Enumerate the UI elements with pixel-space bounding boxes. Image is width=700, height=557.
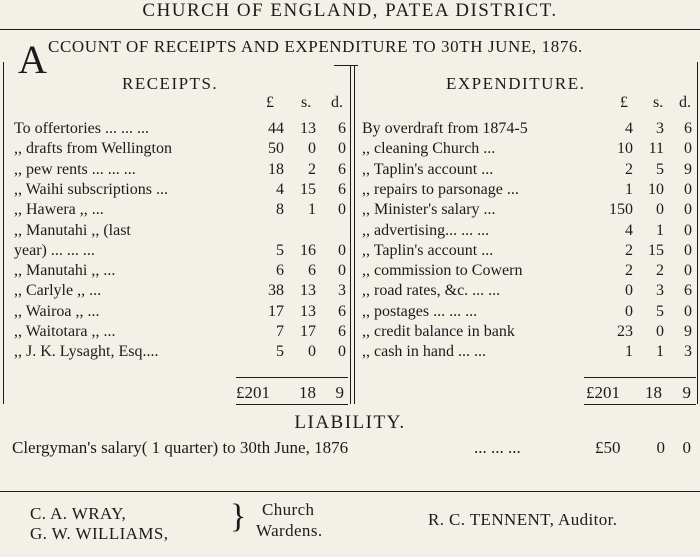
receipts-row-shillings: 0	[308, 343, 316, 361]
expenditure-row-pounds: 1	[625, 343, 633, 361]
receipts-row-pounds: 7	[276, 323, 284, 340]
receipts-row-pence: 6	[338, 180, 346, 198]
warden-one-name: C. A. WRAY,	[30, 504, 127, 523]
expenditure-total-pounds: £201	[586, 383, 620, 402]
expenditure-row-pence: 0	[684, 302, 692, 320]
expenditure-row-label: ,, road rates, &c. ... ...	[362, 282, 501, 300]
right-margin-rule	[697, 62, 698, 404]
expenditure-row-shillings: 2	[656, 262, 664, 280]
expenditure-row-pounds: 0	[625, 282, 633, 300]
liability-pounds: £50	[595, 438, 621, 457]
expenditure-unit-shillings: s.	[653, 94, 664, 111]
receipts-row-pounds: 4	[276, 180, 284, 198]
expenditure-row-pence: 0	[684, 180, 692, 198]
receipts-heading: RECEIPTS.	[122, 74, 219, 93]
center-divider-rule-2	[354, 66, 355, 404]
wardens-role-line-2: Wardens.	[256, 521, 323, 540]
auditor-signature: R. C. TENNENT, Auditor.	[428, 510, 618, 529]
receipts-row-label: ,, Manutahi ,, (last	[14, 221, 131, 239]
receipts-row-label: ,, Waihi subscriptions ...	[14, 180, 168, 198]
receipts-row-shillings: 13	[300, 282, 316, 300]
receipts-row-pence: 0	[338, 343, 346, 361]
expenditure-row-label: ,, advertising... ... ...	[362, 221, 490, 239]
receipts-row-label: ,, Waitotara ,, ...	[14, 323, 116, 340]
receipts-total-rule-bottom	[236, 404, 348, 405]
receipts-row-pence: 0	[338, 241, 346, 259]
receipts-row-pounds: 5	[276, 343, 284, 361]
expenditure-row-label: ,, credit balance in bank	[362, 323, 515, 340]
top-rule	[0, 29, 700, 30]
liability-description: Clergyman's salary( 1 quarter) to 30th June, 1876	[12, 438, 349, 457]
expenditure-row-shillings: 15	[648, 241, 664, 259]
liability-pence: 0	[682, 438, 691, 457]
receipts-row-shillings: 13	[300, 120, 316, 137]
receipts-row-pounds: 6	[276, 262, 284, 280]
expenditure-row-pounds: 23	[617, 323, 633, 340]
receipts-row-label: ,, Carlyle ,, ...	[14, 282, 102, 300]
footer-rule	[0, 491, 700, 492]
expenditure-total-rule-bottom	[584, 404, 696, 405]
receipts-row-pence	[306, 220, 346, 241]
expenditure-row-pence: 0	[684, 241, 692, 259]
expenditure-row-shillings: 11	[648, 140, 664, 158]
receipts-unit-pounds: £	[266, 94, 274, 111]
receipts-row-shillings: 17	[300, 323, 316, 340]
receipts-row-shillings: 16	[300, 241, 316, 259]
receipts-unit-shillings: s.	[301, 94, 312, 111]
expenditure-row-label: ,, postages ... ... ...	[362, 302, 478, 320]
expenditure-row-shillings: 10	[648, 180, 664, 198]
expenditure-row-pounds: 2	[625, 262, 633, 280]
receipts-row-pence: 3	[338, 282, 346, 300]
receipts-row-pounds: 8	[276, 201, 284, 219]
expenditure-row-pence: 3	[684, 343, 692, 361]
expenditure-row-label: ,, cash in hand ... ...	[362, 343, 486, 361]
center-divider-rule	[350, 66, 351, 404]
expenditure-row-label: By overdraft from 1874-5	[362, 120, 528, 137]
receipts-row-label: ,, Wairoa ,, ...	[14, 302, 100, 320]
expenditure-row-pounds: 4	[625, 120, 633, 137]
expenditure-row-shillings: 0	[656, 323, 664, 340]
receipts-unit-pence: d.	[331, 94, 343, 111]
receipts-row-pounds: 50	[268, 140, 284, 158]
receipts-row-pence: 6	[338, 160, 346, 178]
expenditure-row-label: ,, Minister's salary ...	[362, 201, 496, 219]
expenditure-row-pounds: 1	[625, 180, 633, 198]
expenditure-total-rule-top	[584, 377, 696, 378]
expenditure-row-pounds: 10	[617, 140, 633, 158]
expenditure-unit-pounds: £	[620, 94, 628, 111]
receipts-row-pounds: 5	[276, 241, 284, 259]
expenditure-total-pence: 9	[682, 383, 691, 402]
receipts-total-pence: 9	[335, 383, 344, 402]
expenditure-unit-pence: d.	[679, 94, 691, 111]
expenditure-row-pence: 0	[684, 140, 692, 158]
expenditure-total-shillings: 18	[645, 383, 662, 402]
receipts-row-pence: 0	[338, 262, 346, 280]
liability-dots: ... ... ...	[474, 438, 521, 457]
expenditure-row-label: ,, repairs to parsonage ...	[362, 180, 519, 198]
receipts-row-label: year) ... ... ...	[14, 241, 95, 259]
expenditure-row-pence: 9	[684, 160, 692, 178]
expenditure-row-pounds: 150	[609, 201, 633, 219]
liability-heading: LIABILITY.	[294, 412, 406, 433]
receipts-row-shillings: 15	[300, 180, 316, 198]
wardens-brace: }	[230, 498, 247, 535]
expenditure-row-pence: 6	[684, 120, 692, 137]
receipts-row-pence: 0	[338, 140, 346, 158]
receipts-row-pounds: 44	[268, 120, 284, 137]
receipts-row-shillings: 2	[308, 160, 316, 178]
receipts-row-label: ,, J. K. Lysaght, Esq....	[14, 343, 159, 361]
warden-two-name: G. W. WILLIAMS,	[30, 524, 169, 543]
drop-cap-initial: A	[18, 37, 47, 82]
receipts-row-shillings: 1	[308, 201, 316, 219]
expenditure-row-pence: 0	[684, 262, 692, 280]
expenditure-row-pounds: 0	[625, 302, 633, 320]
receipts-row-pounds: 17	[268, 302, 284, 320]
receipts-row-pence: 6	[338, 323, 346, 340]
expenditure-row-label: ,, Taplin's account ...	[362, 241, 494, 259]
expenditure-row-pounds: 4	[625, 221, 633, 239]
expenditure-row-pounds: 2	[625, 160, 633, 178]
receipts-row-label: ,, Hawera ,, ...	[14, 201, 104, 219]
expenditure-row-pence: 6	[684, 282, 692, 300]
expenditure-row-pence: 0	[684, 201, 692, 219]
receipts-row-pence: 6	[338, 302, 346, 320]
receipts-row-shillings: 0	[308, 140, 316, 158]
receipts-row-pence: 6	[338, 120, 346, 137]
expenditure-row-label: ,, commission to Cowern	[362, 262, 523, 280]
receipts-total-pounds: £201	[236, 383, 270, 402]
receipts-row-pounds: 18	[268, 160, 284, 178]
receipts-row-label: ,, Manutahi ,, ...	[14, 262, 116, 280]
expenditure-row-shillings: 3	[656, 120, 664, 137]
document-title: CHURCH OF ENGLAND, PATEA DISTRICT.	[142, 0, 558, 21]
expenditure-row-shillings: 1	[656, 221, 664, 239]
receipts-row-label: To offertories ... ... ...	[14, 120, 149, 137]
expenditure-row-shillings: 3	[656, 282, 664, 300]
expenditure-row-shillings: 1	[656, 343, 664, 361]
receipts-row-pounds: 38	[268, 282, 284, 300]
expenditure-row-pence: 0	[684, 221, 692, 239]
expenditure-row-label: ,, cleaning Church ...	[362, 140, 496, 158]
receipts-row-pence: 0	[338, 201, 346, 219]
left-margin-rule	[3, 62, 4, 404]
expenditure-row-shillings: 5	[656, 302, 664, 320]
expenditure-heading: EXPENDITURE.	[446, 74, 586, 93]
receipts-row-shillings: 13	[300, 302, 316, 320]
receipts-row-label: ,, pew rents ... ... ...	[14, 160, 136, 178]
receipts-row-label: ,, drafts from Wellington	[14, 140, 172, 158]
receipts-total-rule-top	[236, 377, 348, 378]
account-heading: CCOUNT OF RECEIPTS AND EXPENDITURE TO 30TH JUNE, 1876.	[48, 37, 583, 56]
expenditure-row-pounds: 2	[625, 241, 633, 259]
receipts-row-shillings: 6	[308, 262, 316, 280]
wardens-role-line-1: Church	[262, 500, 315, 519]
expenditure-row-label: ,, Taplin's account ...	[362, 160, 494, 178]
expenditure-row-shillings: 5	[656, 160, 664, 178]
expenditure-row-shillings: 0	[656, 201, 664, 219]
liability-shillings: 0	[656, 438, 665, 457]
expenditure-row-pence: 9	[684, 323, 692, 340]
receipts-total-shillings: 18	[299, 383, 316, 402]
